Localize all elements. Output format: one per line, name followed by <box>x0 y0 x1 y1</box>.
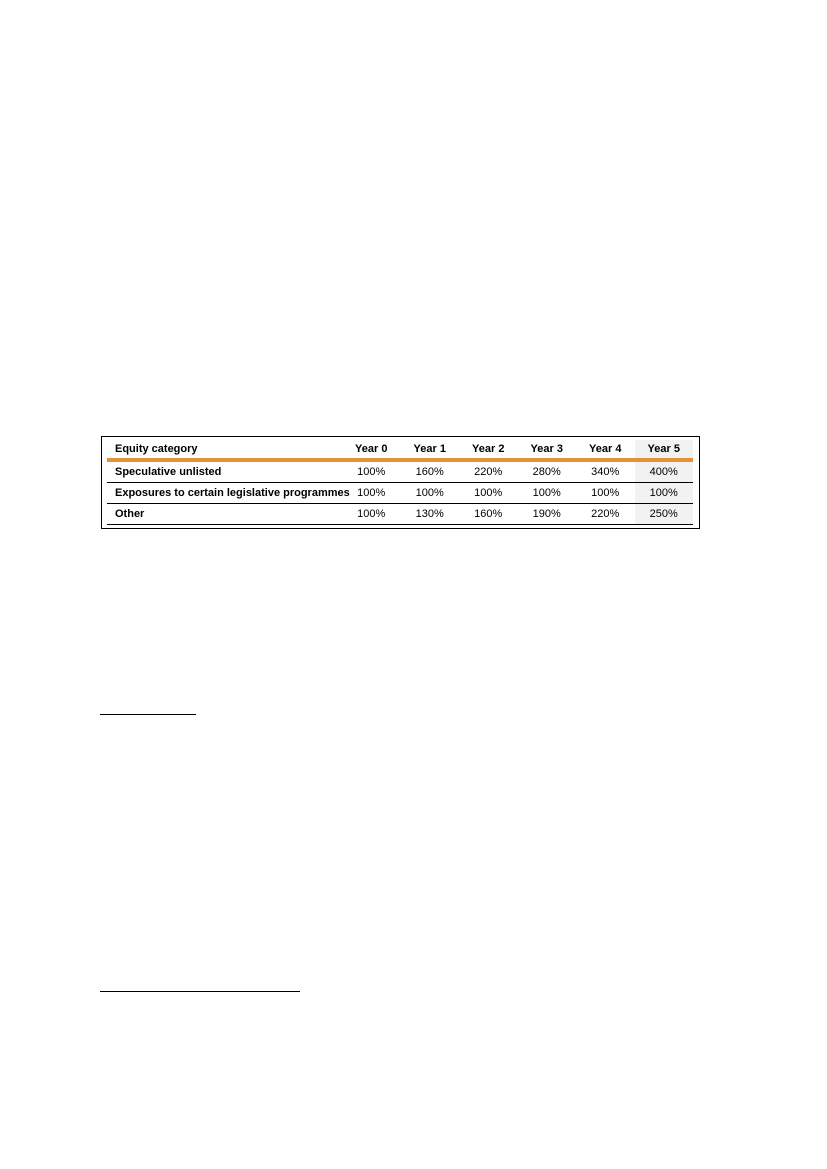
cell-year-2: 100% <box>459 483 518 504</box>
header-year-3: Year 3 <box>518 440 577 460</box>
header-year-1: Year 1 <box>401 440 460 460</box>
header-year-4: Year 4 <box>576 440 635 460</box>
table-row <box>107 483 693 504</box>
cell-year-2: 160% <box>459 504 518 525</box>
cell-year-4: 220% <box>576 504 635 525</box>
cell-year-0: 100% <box>342 483 401 504</box>
cell-year-2: 220% <box>459 460 518 483</box>
cell-year-3: 280% <box>518 460 577 483</box>
table-header-row <box>107 440 693 460</box>
table-row <box>107 460 693 483</box>
cell-year-1: 130% <box>401 504 460 525</box>
cell-year-1: 100% <box>401 483 460 504</box>
header-year-5: Year 5 <box>635 440 694 460</box>
cell-year-3: 190% <box>518 504 577 525</box>
cell-year-0: 100% <box>342 504 401 525</box>
cell-year-4: 100% <box>576 483 635 504</box>
cell-year-5: 100% <box>635 483 694 504</box>
cell-year-5: 250% <box>635 504 694 525</box>
table-row <box>107 504 693 525</box>
cell-year-5: 400% <box>635 460 694 483</box>
cell-year-4: 340% <box>576 460 635 483</box>
header-year-0: Year 0 <box>342 440 401 460</box>
row-category: Other <box>107 504 342 525</box>
equity-risk-weight-table <box>107 440 693 525</box>
cell-year-0: 100% <box>342 460 401 483</box>
header-equity-category: Equity category <box>107 440 342 460</box>
cell-year-3: 100% <box>518 483 577 504</box>
cell-year-1: 160% <box>401 460 460 483</box>
equity-table-frame <box>101 436 700 529</box>
footnote-separator-rule <box>100 714 196 715</box>
footnote-separator-rule <box>100 991 300 992</box>
row-category: Speculative unlisted <box>107 460 342 483</box>
header-year-2: Year 2 <box>459 440 518 460</box>
row-category: Exposures to certain legislative programmes <box>107 483 342 504</box>
